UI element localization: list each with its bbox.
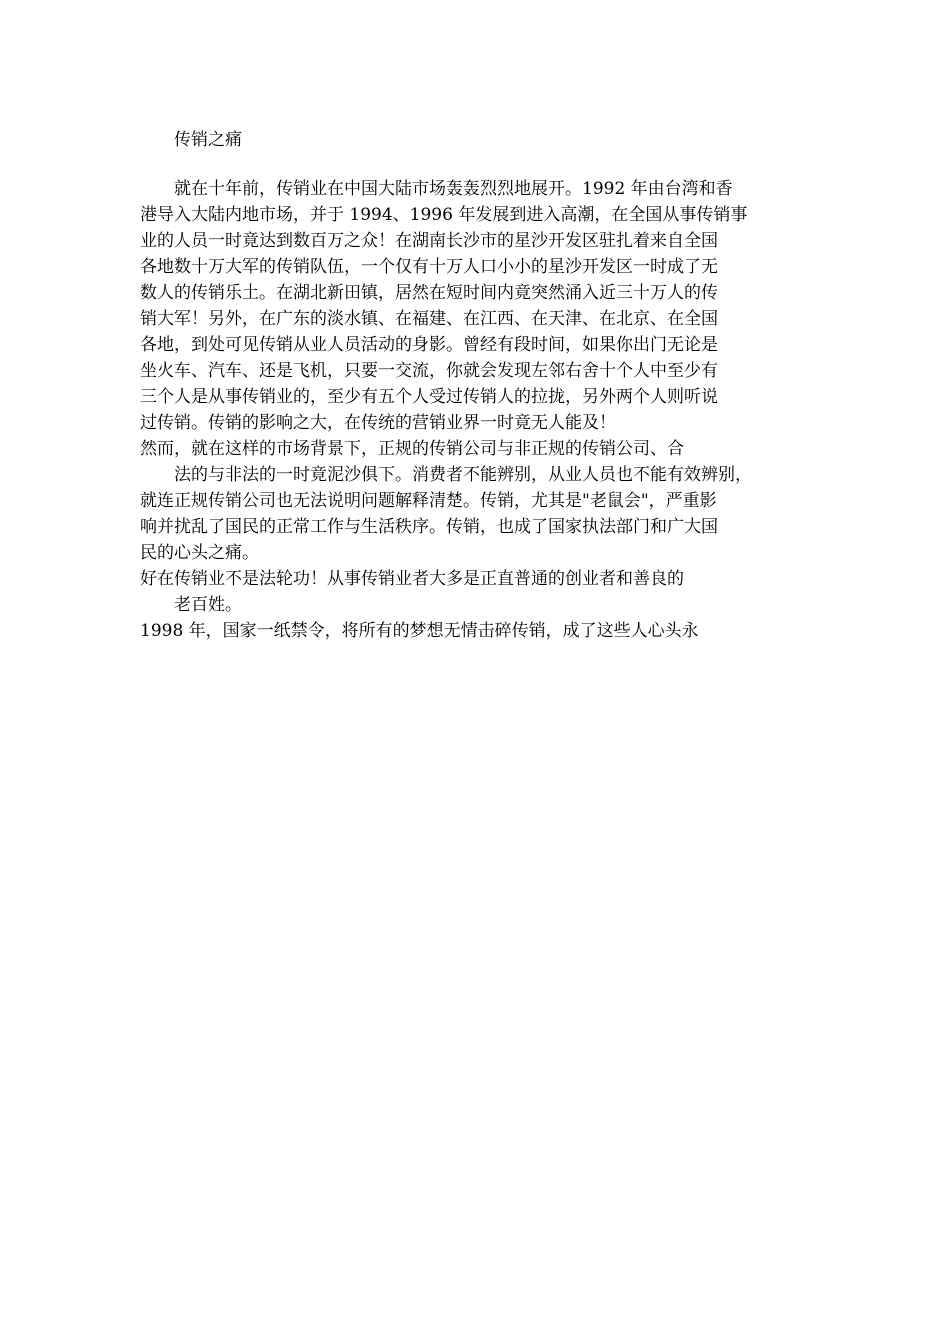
text-line: 坐火车、汽车、还是飞机，只要一交流，你就会发现左邻右舍十个人中至少有 — [140, 361, 718, 381]
text-line: 就连正规传销公司也无法说明问题解释清楚。传销，尤其是"老鼠会"，严重影 — [140, 491, 717, 511]
text-line: 业的人员一时竟达到数百万之众！在湖南长沙市的星沙开发区驻扎着来自全国 — [140, 231, 718, 251]
text-line: 就在十年前，传销业在中国大陆市场轰轰烈烈地展开。1992 年由台湾和香 — [174, 179, 733, 199]
text-line: 老百姓。 — [174, 595, 242, 615]
text-line: 1998 年，国家一纸禁令，将所有的梦想无情击碎传销，成了这些人心头永 — [140, 621, 699, 641]
text-line: 数人的传销乐土。在湖北新田镇，居然在短时间内竟突然涌入近三十万人的传 — [140, 283, 718, 303]
heading-chuanxiao: 传销之痛 — [174, 130, 242, 150]
text-line: 各地数十万大军的传销队伍，一个仅有十万人口小小的星沙开发区一时成了无 — [140, 257, 718, 277]
text-line: 港导入大陆内地市场，并于 1994、1996 年发展到进入高潮，在全国从事传销事 — [140, 205, 748, 225]
text-line: 然而，就在这样的市场背景下，正规的传销公司与非正规的传销公司、合 — [140, 439, 684, 459]
text-line: 好在传销业不是法轮功！从事传销业者大多是正直普通的创业者和善良的 — [140, 569, 684, 589]
text-line: 民的心头之痛。 — [140, 543, 259, 563]
text-line: 法的与非法的一时竟泥沙俱下。消费者不能辨别，从业人员也不能有效辨别， — [174, 465, 752, 485]
text-line: 销大军！另外，在广东的淡水镇、在福建、在江西、在天津、在北京、在全国 — [140, 309, 718, 329]
text-line: 过传销。传销的影响之大，在传统的营销业界一时竟无人能及！ — [140, 413, 616, 433]
text-line: 响并扰乱了国民的正常工作与生活秩序。传销，也成了国家执法部门和广大国 — [140, 517, 718, 537]
text-line: 各地，到处可见传销从业人员活动的身影。曾经有段时间，如果你出门无论是 — [140, 335, 718, 355]
text-line: 三个人是从事传销业的，至少有五个人受过传销人的拉拢，另外两个人则听说 — [140, 387, 718, 407]
